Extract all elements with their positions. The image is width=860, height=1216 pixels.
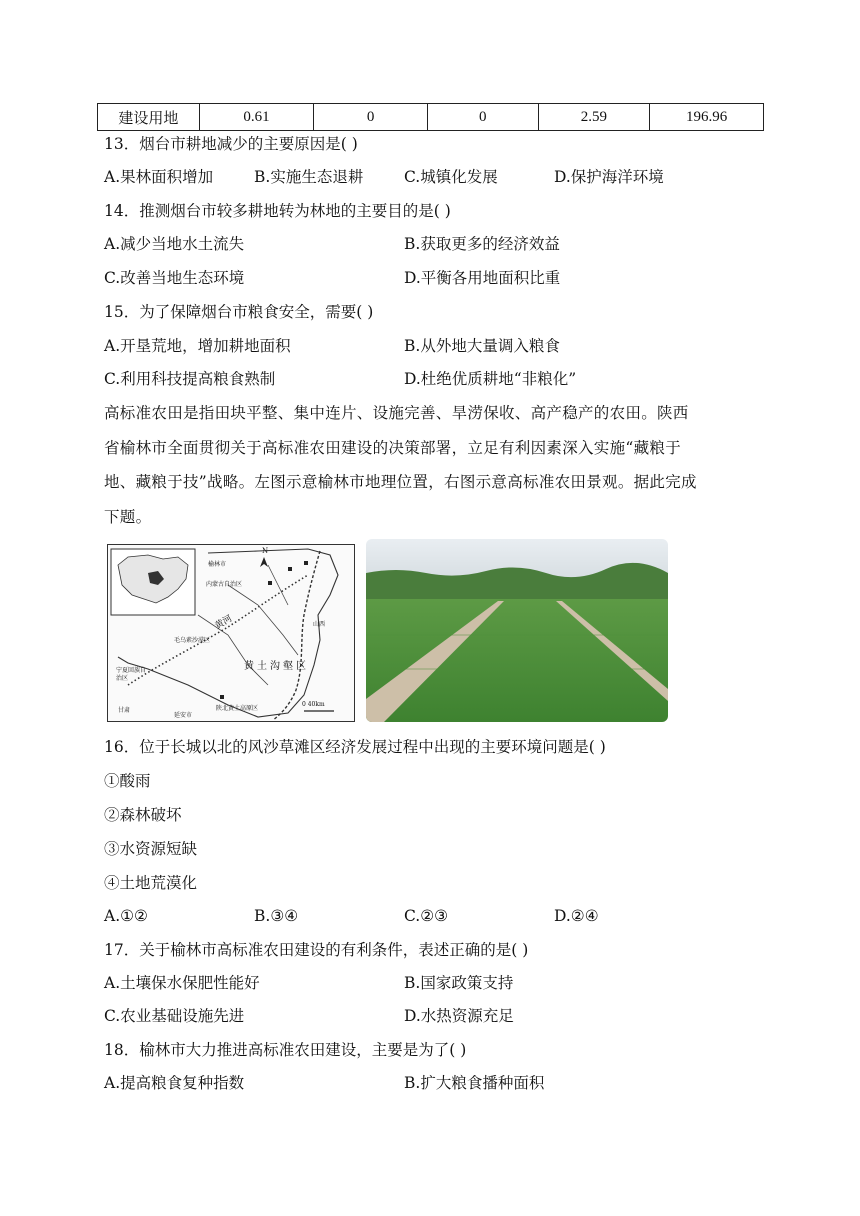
q15-option-d[interactable]: D.杜绝优质耕地“非粮化”	[404, 370, 577, 388]
q16-option-a[interactable]: A.①②	[104, 907, 148, 925]
q15-option-c[interactable]: C.利用科技提高粮食熟制	[104, 370, 276, 388]
map-label-maowusu: 毛乌素沙漠区	[174, 637, 211, 644]
table-cell: 0	[427, 104, 538, 131]
map-label-loess: 黄土沟壑区	[244, 661, 309, 672]
farmland-photo	[366, 539, 668, 722]
map-label-neimeng: 内蒙古自治区	[206, 581, 243, 588]
question-18-stem: 18．榆林市大力推进高标准农田建设，主要是为了( )	[104, 1041, 467, 1059]
land-use-table	[97, 103, 764, 131]
q13-option-b[interactable]: B.实施生态退耕	[254, 168, 364, 186]
question-15-stem: 15．为了保障烟台市粮食安全，需要( )	[104, 303, 374, 321]
q15-option-b[interactable]: B.从外地大量调入粮食	[404, 337, 560, 355]
table-cell: 196.96	[650, 104, 764, 131]
table-cell: 2.59	[538, 104, 650, 131]
map-label-qing: 陕北黄土高原区	[216, 705, 259, 712]
q14-option-a[interactable]: A.减少当地水土流失	[104, 235, 245, 253]
passage-line: 省榆林市全面贯彻关于高标准农田建设的决策部署，立足有利因素深入实施“藏粮于	[104, 438, 682, 457]
q16-item: ②森林破坏	[104, 806, 182, 824]
passage-line: 地、藏粮于技”战略。左图示意榆林市地理位置，右图示意高标准农田景观。据此完成	[104, 473, 697, 491]
question-13-stem: 13．烟台市耕地减少的主要原因是( )	[104, 135, 358, 153]
q17-option-b[interactable]: B.国家政策支持	[404, 974, 514, 992]
q16-item: ④土地荒漠化	[104, 874, 198, 892]
q17-option-c[interactable]: C.农业基础设施先进	[104, 1007, 245, 1025]
q16-item: ③水资源短缺	[104, 840, 198, 858]
q16-option-b[interactable]: B.③④	[254, 907, 299, 925]
q13-option-d[interactable]: D.保护海洋环境	[554, 168, 664, 186]
table-row	[98, 104, 764, 131]
q13-option-a[interactable]: A.果林面积增加	[104, 168, 214, 186]
q15-option-a[interactable]: A.开垦荒地，增加耕地面积	[104, 337, 291, 355]
q17-option-a[interactable]: A.土壤保水保肥性能好	[104, 974, 260, 992]
map-label-yanan: 延安市	[174, 712, 193, 719]
map-label-shanxi: 山西	[313, 621, 326, 628]
question-17-stem: 17．关于榆林市高标准农田建设的有利条件，表述正确的是( )	[104, 941, 529, 959]
q14-option-b[interactable]: B.获取更多的经济效益	[404, 235, 560, 253]
q17-option-d[interactable]: D.水热资源充足	[404, 1007, 514, 1025]
map-label-ningxia: 宁夏回族自治区	[116, 667, 147, 682]
q14-option-c[interactable]: C.改善当地生态环境	[104, 269, 245, 287]
q16-option-c[interactable]: C.②③	[404, 907, 449, 925]
map-label-yulin: 榆林市	[208, 561, 227, 568]
yulin-location-map	[107, 544, 355, 722]
question-16-stem: 16．位于长城以北的风沙草滩区经济发展过程中出现的主要环境问题是( )	[104, 738, 606, 756]
north-label: N	[262, 547, 269, 555]
q16-item: ①酸雨	[104, 772, 151, 790]
reading-passage	[104, 396, 756, 534]
q18-option-b[interactable]: B.扩大粮食播种面积	[404, 1074, 545, 1092]
q18-option-a[interactable]: A.提高粮食复种指数	[104, 1074, 245, 1092]
table-cell: 0	[314, 104, 428, 131]
table-cell: 0.61	[199, 104, 314, 131]
question-14-stem: 14．推测烟台市较多耕地转为林地的主要目的是( )	[104, 202, 451, 220]
map-label-river: 黄河	[213, 613, 235, 632]
table-cell-label: 建设用地	[98, 104, 200, 131]
map-scale-label: 0 40km	[302, 701, 325, 708]
q16-option-d[interactable]: D.②④	[554, 907, 599, 925]
q14-option-d[interactable]: D.平衡各用地面积比重	[404, 269, 561, 287]
q13-option-c[interactable]: C.城镇化发展	[404, 168, 498, 186]
map-label-gansu: 甘肃	[118, 707, 131, 714]
passage-line: 下题。	[104, 507, 152, 526]
passage-line: 高标准农田是指田块平整、集中连片、设施完善、旱涝保收、高产稳产的农田。陕西	[104, 404, 689, 422]
